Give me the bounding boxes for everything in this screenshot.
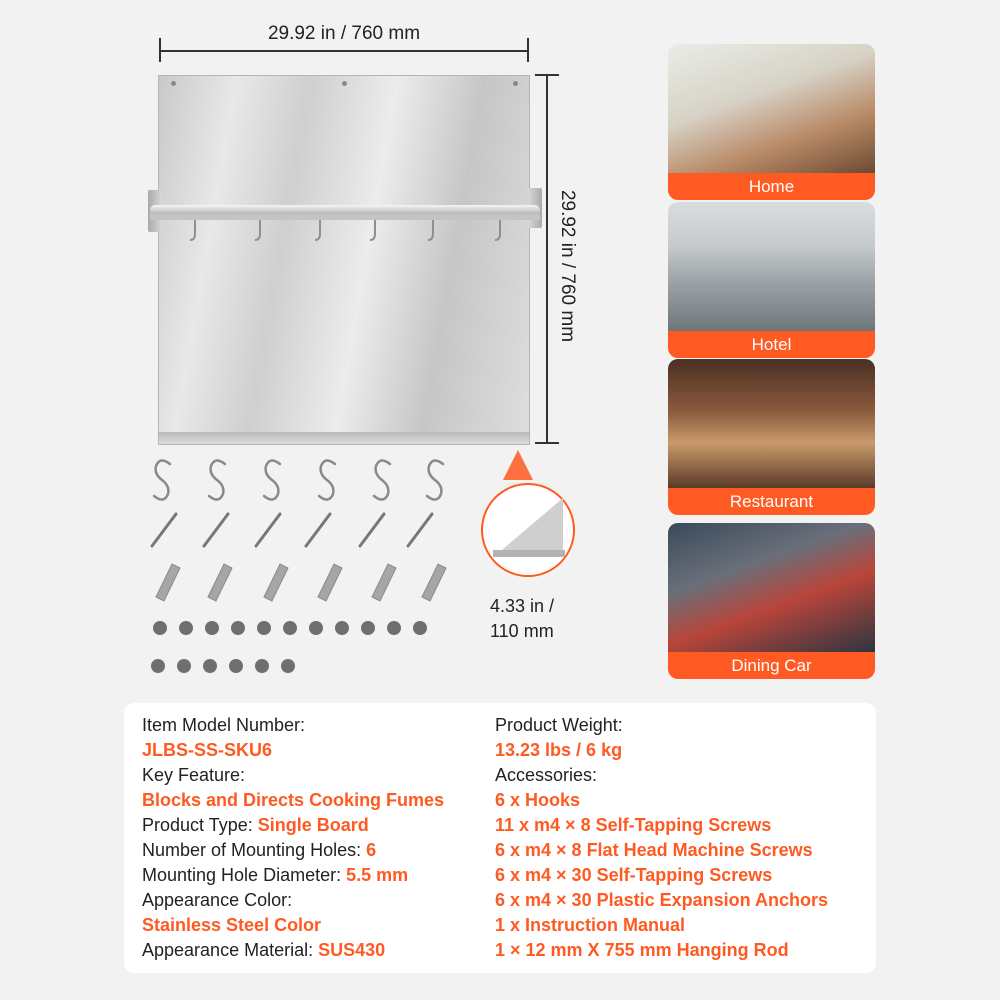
- accessory-item: 11 x m4 × 8 Self-Tapping Screws: [495, 815, 772, 835]
- short-screw: [361, 621, 375, 635]
- height-label: 29.92 in / 760 mm: [557, 189, 578, 343]
- width-label: 29.92 in / 760 mm: [267, 23, 421, 44]
- home-kitchen-photo: [668, 44, 875, 173]
- expansion-anchor: [372, 564, 396, 601]
- s-hook: [374, 460, 390, 499]
- accessory-item: 1 x Instruction Manual: [495, 915, 686, 935]
- long-screw: [360, 514, 384, 546]
- s-hook: [209, 460, 225, 499]
- hole-diameter-row: [142, 863, 444, 888]
- material-row: [142, 938, 444, 963]
- accessories-label: Accessories:: [495, 765, 598, 785]
- mounting-hole: [171, 81, 176, 86]
- short-screw: [257, 621, 271, 635]
- expansion-anchor: [264, 564, 288, 601]
- short-screw: [413, 621, 427, 635]
- scene-label-restaurant: Restaurant: [668, 488, 875, 515]
- machine-screw: [255, 659, 269, 673]
- model-label: Item Model Number:: [142, 715, 306, 735]
- hotel-kitchen-photo: [668, 202, 875, 331]
- accessories-illustration: [140, 452, 450, 687]
- mounting-hole: [342, 81, 347, 86]
- height-dimension-line: [546, 75, 548, 443]
- machine-screw: [151, 659, 165, 673]
- spec-column-left: [142, 713, 444, 963]
- feature-value: Blocks and Directs Cooking Fumes: [142, 790, 445, 810]
- color-label: Appearance Color:: [142, 890, 293, 910]
- product-type-value: Single Board: [257, 815, 369, 835]
- short-screw: [153, 621, 167, 635]
- mounting-holes-label: Number of Mounting Holes:: [142, 840, 367, 860]
- spec-panel: [124, 703, 876, 973]
- rod-hook: [428, 220, 433, 240]
- short-screw: [387, 621, 401, 635]
- depth-label-line2: 110 mm: [490, 621, 554, 641]
- short-screw: [283, 621, 297, 635]
- rod-hooks: [150, 218, 540, 248]
- backsplash-panel: [158, 75, 530, 445]
- color-value: Stainless Steel Color: [142, 915, 322, 935]
- rod-hook: [315, 220, 320, 240]
- scene-card-hotel: [668, 202, 875, 358]
- depth-callout: [478, 450, 578, 580]
- weight-value: 13.23 lbs / 6 kg: [495, 740, 623, 760]
- long-screw: [256, 514, 280, 546]
- material-label: Appearance Material:: [142, 940, 319, 960]
- rod-hook: [370, 220, 375, 240]
- dining-car-photo: [668, 523, 875, 652]
- scene-label-dining-car: Dining Car: [668, 652, 875, 679]
- accessory-item: 6 x m4 × 30 Plastic Expansion Anchors: [495, 890, 828, 910]
- s-hook: [264, 460, 280, 499]
- hole-diameter-value: 5.5 mm: [346, 865, 409, 885]
- mounting-holes-row: [142, 838, 444, 863]
- hole-diameter-label: Mounting Hole Diameter:: [142, 865, 347, 885]
- machine-screw: [203, 659, 217, 673]
- restaurant-kitchen-photo: [668, 359, 875, 488]
- material-value: SUS430: [318, 940, 386, 960]
- rod-hook: [495, 220, 500, 240]
- expansion-anchor: [156, 564, 180, 601]
- s-hook: [154, 460, 170, 499]
- accessory-item: 6 x m4 × 30 Self-Tapping Screws: [495, 865, 773, 885]
- mounting-holes-value: 6: [366, 840, 377, 860]
- spec-column-right: [495, 713, 828, 963]
- product-type-label: Product Type:: [142, 815, 258, 835]
- short-screw: [179, 621, 193, 635]
- expansion-anchor: [422, 564, 446, 601]
- s-hook: [427, 460, 443, 499]
- scene-label-hotel: Hotel: [668, 331, 875, 358]
- height-tick-top: [535, 74, 559, 76]
- short-screw: [309, 621, 323, 635]
- feature-label: Key Feature:: [142, 765, 246, 785]
- depth-label-line1: 4.33 in /: [490, 596, 555, 616]
- long-screw: [204, 514, 228, 546]
- s-hook: [319, 460, 335, 499]
- short-screw: [205, 621, 219, 635]
- panel-bottom-flange: [159, 432, 529, 444]
- scene-card-dining-car: [668, 523, 875, 679]
- accessory-item: 6 x m4 × 8 Flat Head Machine Screws: [495, 840, 813, 860]
- model-value: JLBS-SS-SKU6: [142, 740, 273, 760]
- accessory-item: 6 x Hooks: [495, 790, 581, 810]
- rod-hook: [255, 220, 260, 240]
- machine-screw: [229, 659, 243, 673]
- weight-label: Product Weight:: [495, 715, 623, 735]
- product-type-row: [142, 813, 444, 838]
- long-screw: [408, 514, 432, 546]
- short-screw: [335, 621, 349, 635]
- accessory-item: 1 × 12 mm X 755 mm Hanging Rod: [495, 940, 789, 960]
- machine-screw: [281, 659, 295, 673]
- expansion-anchor: [208, 564, 232, 601]
- machine-screw: [177, 659, 191, 673]
- scene-label-home: Home: [668, 173, 875, 200]
- long-screw: [306, 514, 330, 546]
- width-dimension-line: [160, 50, 528, 52]
- short-screw: [231, 621, 245, 635]
- expansion-anchor: [318, 564, 342, 601]
- mounting-hole: [513, 81, 518, 86]
- scene-card-home: [668, 44, 875, 200]
- long-screw: [152, 514, 176, 546]
- rod-hook: [190, 220, 195, 240]
- scene-card-restaurant: [668, 359, 875, 515]
